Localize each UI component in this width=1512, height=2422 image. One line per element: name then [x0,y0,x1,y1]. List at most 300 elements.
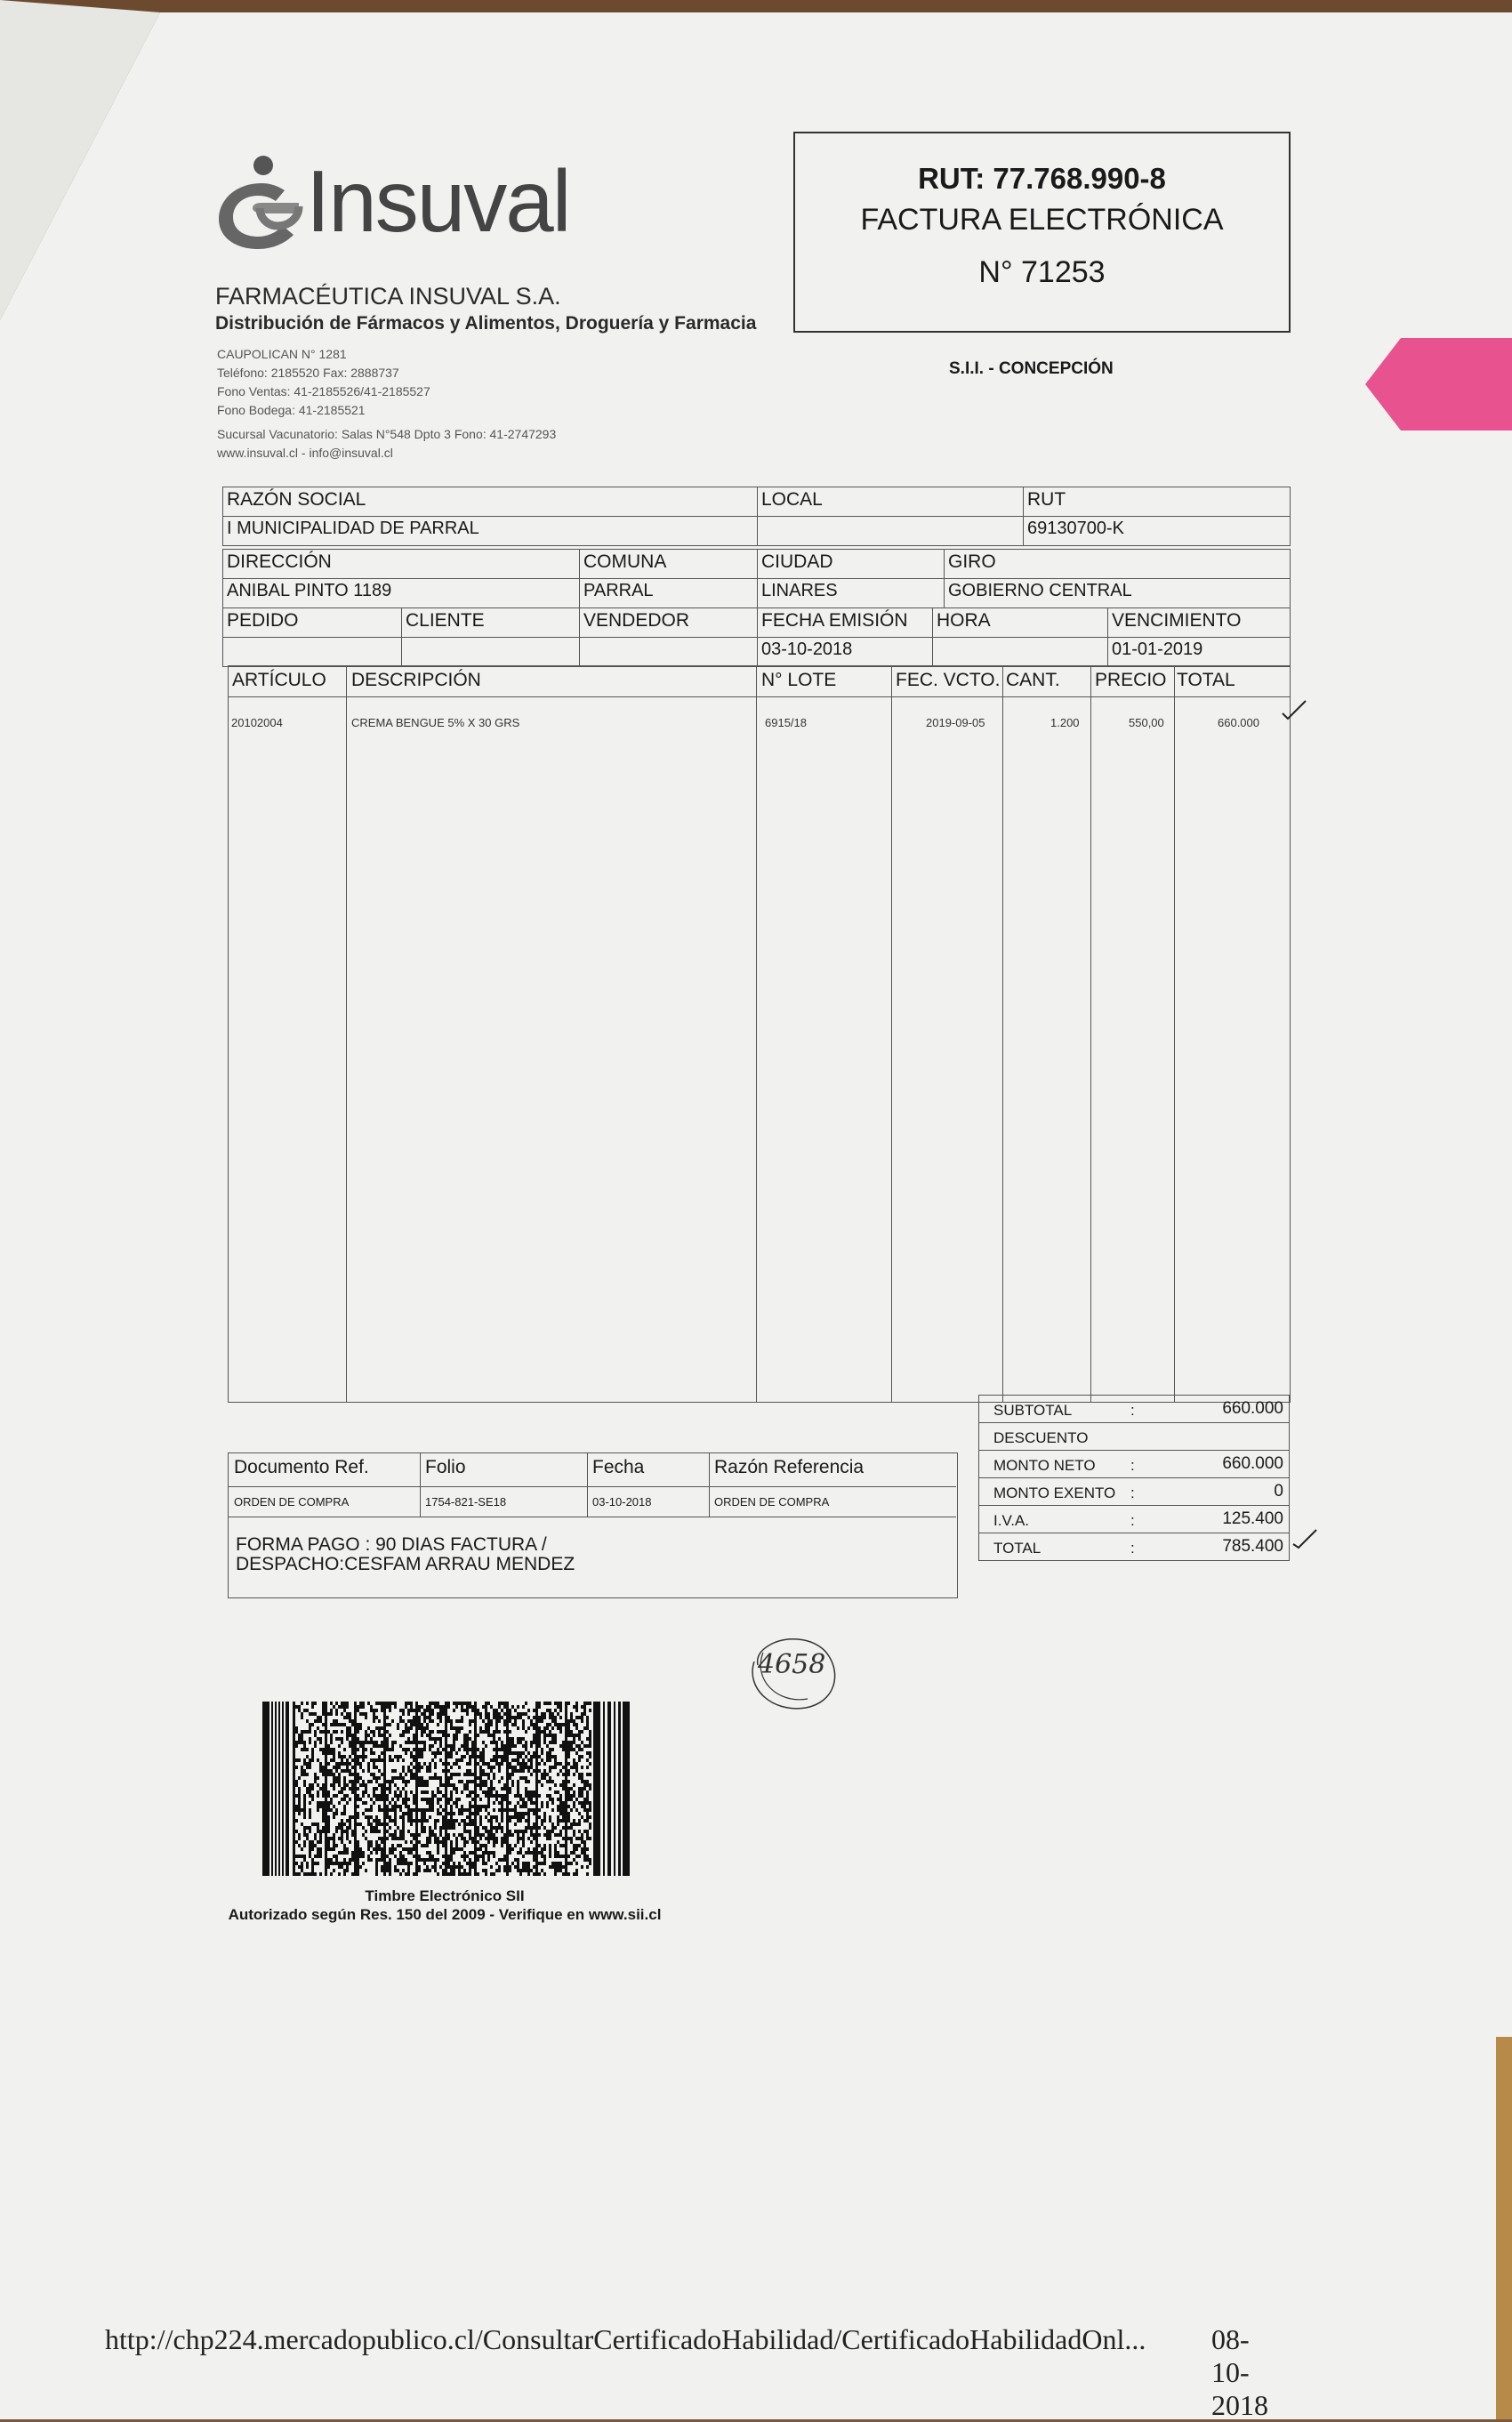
barcode-module [303,1830,306,1833]
value-giro: GOBIERNO CENTRAL [944,578,1291,608]
barcode-module [541,1719,543,1723]
barcode-module [549,1730,551,1734]
barcode-module [450,1858,453,1862]
barcode-module [522,1766,525,1769]
barcode-module [549,1847,551,1851]
barcode-module [453,1741,455,1744]
barcode-module [551,1748,554,1751]
barcode-module [407,1766,410,1769]
barcode-module [349,1769,351,1773]
barcode-module [375,1709,378,1712]
barcode-module [477,1776,479,1780]
ref-folio: 1754-821-SE18 [420,1486,588,1517]
barcode-module [378,1805,381,1808]
barcode-module [362,1748,365,1751]
barcode-module [389,1755,391,1758]
barcode-module [351,1780,354,1783]
barcode-module [463,1808,466,1812]
barcode-module [426,1858,429,1862]
column-divider [1090,666,1091,1402]
barcode-module [367,1847,370,1851]
barcode-module [298,1801,301,1805]
barcode-module [426,1801,429,1805]
barcode-module [541,1758,543,1762]
label-vencimiento: VENCIMIENTO [1107,608,1291,638]
barcode-module [559,1833,562,1837]
barcode-module [359,1762,362,1766]
barcode-module [341,1823,343,1826]
barcode-module [562,1872,565,1876]
barcode-module [413,1723,415,1726]
barcode-module [365,1712,367,1716]
barcode-module [477,1734,479,1737]
barcode-module [429,1744,431,1748]
barcode-module [341,1762,343,1766]
barcode-module [485,1744,487,1748]
barcode-module [319,1769,322,1773]
barcode-module [434,1840,437,1844]
barcode-module [581,1755,583,1758]
barcode-module [431,1719,434,1723]
barcode-module [453,1826,455,1830]
barcode-module [303,1844,306,1847]
barcode-module [399,1776,402,1780]
barcode-module [391,1702,394,1705]
barcode-module [589,1751,591,1755]
barcode-module [557,1862,559,1865]
barcode-module [351,1751,354,1755]
barcode-module [346,1830,349,1833]
barcode-module [575,1716,578,1719]
barcode-module [402,1801,405,1805]
barcode-module [559,1844,562,1847]
barcode-module [397,1723,399,1726]
barcode-module [389,1787,391,1790]
barcode-module [301,1716,303,1719]
barcode-module [333,1847,335,1851]
barcode-module [471,1741,474,1744]
barcode-module [589,1737,591,1741]
barcode-module [314,1730,317,1734]
barcode-module [375,1823,378,1826]
barcode-module [389,1847,391,1851]
barcode-module [278,1702,280,1876]
barcode-module [487,1734,490,1737]
barcode-module [469,1719,471,1723]
barcode-module [554,1847,557,1851]
barcode-module [319,1787,322,1790]
barcode-module [394,1865,397,1869]
barcode-module [341,1712,343,1716]
barcode-module [362,1744,365,1748]
barcode-module [351,1787,354,1790]
barcode-module [570,1787,573,1790]
barcode-module [586,1790,589,1794]
barcode-module [298,1865,301,1869]
barcode-module [501,1858,503,1862]
barcode-module [517,1787,519,1790]
barcode-module [298,1808,301,1812]
barcode-module [349,1730,351,1734]
barcode-module [317,1794,319,1798]
barcode-module [450,1808,453,1812]
barcode-module [546,1726,549,1730]
barcode-module [375,1776,378,1780]
barcode-module [298,1794,301,1798]
barcode-module [503,1787,506,1790]
barcode-module [519,1830,522,1833]
barcode-module [301,1847,303,1851]
barcode-module [509,1819,511,1823]
value-vencimiento: 01-01-2019 [1107,637,1291,667]
barcode-module [346,1801,349,1805]
barcode-module [450,1872,453,1876]
barcode-module [573,1790,575,1794]
barcode-module [298,1705,301,1709]
barcode-module [517,1716,519,1719]
barcode-module [343,1787,346,1790]
barcode-module [386,1702,389,1705]
barcode-module [447,1734,450,1737]
barcode-module [413,1719,415,1723]
barcode-module [485,1826,487,1830]
barcode-module [509,1833,511,1837]
barcode-module [583,1783,586,1787]
barcode-module [455,1762,458,1766]
barcode-module [517,1840,519,1844]
barcode-module [469,1865,471,1869]
barcode-module [549,1716,551,1719]
barcode-module [490,1723,493,1726]
barcode-module [381,1851,383,1855]
barcode-module [311,1748,314,1751]
barcode-module [549,1851,551,1855]
barcode-module [437,1844,439,1847]
barcode-module [335,1830,338,1833]
barcode-module [501,1741,503,1744]
barcode-module [413,1737,415,1741]
barcode-module [567,1794,570,1798]
barcode-module [487,1730,490,1734]
barcode-module [439,1865,442,1869]
barcode-module [567,1872,570,1876]
barcode-module [295,1855,298,1858]
barcode-module [554,1833,557,1837]
barcode-module [501,1805,503,1808]
barcode-module [530,1826,533,1830]
barcode-module [357,1844,359,1847]
barcode-module [386,1780,389,1783]
barcode-module [375,1798,378,1801]
barcode-module [437,1723,439,1726]
barcode-module [423,1862,426,1865]
barcode-module [455,1847,458,1851]
barcode-module [317,1862,319,1865]
barcode-module [469,1862,471,1865]
barcode-module [583,1709,586,1712]
label-giro: GIRO [944,549,1291,579]
barcode-module [399,1844,402,1847]
barcode-module [554,1741,557,1744]
barcode-module [357,1815,359,1819]
barcode-module [349,1773,351,1776]
barcode-module [439,1716,442,1719]
barcode-module [487,1776,490,1780]
barcode-module [453,1862,455,1865]
barcode-module [397,1787,399,1790]
barcode-module [341,1790,343,1794]
barcode-module [463,1787,466,1790]
barcode-module [471,1773,474,1776]
barcode-module [533,1851,535,1855]
barcode-module [466,1762,469,1766]
barcode-module [495,1819,498,1823]
barcode-module [493,1755,495,1758]
barcode-module [578,1776,581,1780]
barcode-module [322,1815,325,1819]
barcode-module [450,1819,453,1823]
barcode-module [378,1730,381,1734]
barcode-module [370,1798,373,1801]
barcode-module [549,1844,551,1847]
barcode-module [421,1766,423,1769]
barcode-module [479,1837,482,1840]
company-address: CAUPOLICAN N° 1281 [217,347,347,361]
barcode-module [511,1780,514,1783]
barcode-module [410,1751,413,1755]
barcode-module [490,1819,493,1823]
barcode-module [333,1805,335,1808]
barcode-module [322,1787,325,1790]
barcode-module [447,1776,450,1780]
barcode-module [503,1705,506,1709]
barcode-module [338,1766,341,1769]
barcode-module [418,1741,421,1744]
barcode-module [586,1702,589,1705]
barcode-module [549,1865,551,1869]
barcode-module [503,1723,506,1726]
barcode-module [314,1734,317,1737]
barcode-module [567,1812,570,1815]
barcode-module [586,1758,589,1762]
barcode-module [479,1758,482,1762]
barcode-module [541,1805,543,1808]
barcode-module [317,1801,319,1805]
barcode-module [439,1790,442,1794]
barcode-module [479,1766,482,1769]
barcode-module [309,1844,311,1847]
barcode-module [458,1862,461,1865]
barcode-module [495,1830,498,1833]
barcode-module [562,1748,565,1751]
barcode-module [501,1808,503,1812]
barcode-module [421,1823,423,1826]
barcode-module [538,1737,541,1741]
barcode-module [562,1815,565,1819]
barcode-module [498,1769,501,1773]
barcode-module [482,1751,485,1755]
total-value: 660.000 [1222,1454,1283,1473]
barcode-module [442,1840,445,1844]
barcode-module [581,1730,583,1734]
barcode-module [509,1737,511,1741]
barcode-module [418,1751,421,1755]
barcode-module [426,1837,429,1840]
barcode-module [562,1773,565,1776]
barcode-module [402,1847,405,1851]
barcode-module [413,1734,415,1737]
barcode-module [565,1702,567,1876]
company-logo [213,151,570,252]
barcode-module [389,1872,391,1876]
barcode-module [343,1812,346,1815]
barcode-module [519,1766,522,1769]
barcode-module [575,1808,578,1812]
barcode-module [335,1776,338,1780]
barcode-module [335,1737,338,1741]
barcode-module [519,1762,522,1766]
barcode-module [567,1815,570,1819]
barcode-module [487,1833,490,1837]
barcode-module [511,1847,514,1851]
barcode-module [530,1741,533,1744]
barcode-module [375,1780,378,1783]
barcode-module [373,1801,375,1805]
barcode-module [319,1737,322,1741]
barcode-module [381,1855,383,1858]
barcode-module [410,1723,413,1726]
barcode-module [381,1758,383,1762]
barcode-module [365,1808,367,1812]
barcode-module [407,1819,410,1823]
barcode-module [349,1755,351,1758]
barcode-module [314,1773,317,1776]
barcode-module [351,1773,354,1776]
barcode-module [349,1719,351,1723]
barcode-module [509,1766,511,1769]
barcode-module [538,1744,541,1748]
barcode-module [309,1723,311,1726]
barcode-module [447,1783,450,1787]
barcode-module [546,1833,549,1837]
barcode-module [333,1862,335,1865]
barcode-module [570,1840,573,1844]
barcode-module [303,1833,306,1837]
barcode-module [581,1741,583,1744]
barcode-module [469,1808,471,1812]
barcode-module [322,1805,325,1808]
barcode-module [487,1790,490,1794]
barcode-module [311,1865,314,1869]
barcode-module [303,1744,306,1748]
barcode-module [418,1719,421,1723]
barcode-module [522,1865,525,1869]
total-separator: : [1130,1457,1135,1474]
barcode-module [327,1805,330,1808]
barcode-module [551,1766,554,1769]
barcode-module [426,1705,429,1709]
barcode-module [405,1862,407,1865]
barcode-module [607,1702,611,1876]
barcode-module [495,1751,498,1755]
barcode-module [517,1851,519,1855]
barcode-module [581,1815,583,1819]
barcode-module [426,1766,429,1769]
barcode-module [578,1823,581,1826]
barcode-module [517,1858,519,1862]
barcode-module [330,1737,333,1741]
barcode-module [549,1751,551,1755]
total-label: I.V.A. [993,1512,1030,1529]
barcode-module [309,1794,311,1798]
barcode-module [303,1826,306,1830]
barcode-module [589,1709,591,1712]
barcode-module [578,1758,581,1762]
barcode-module [527,1815,530,1819]
barcode-module [551,1798,554,1801]
barcode-module [327,1808,330,1812]
barcode-module [538,1762,541,1766]
barcode-module [389,1819,391,1823]
barcode-module [442,1815,445,1819]
barcode-module [511,1815,514,1819]
barcode-module [487,1830,490,1833]
barcode-module [549,1766,551,1769]
barcode-module [319,1801,322,1805]
barcode-module [405,1801,407,1805]
barcode-module [517,1780,519,1783]
barcode-module [317,1823,319,1826]
barcode-module [421,1734,423,1737]
barcode-module [418,1858,421,1862]
barcode-module [503,1855,506,1858]
label-comuna: COMUNA [579,549,758,579]
barcode-module [327,1801,330,1805]
barcode-module [570,1716,573,1719]
barcode-module [413,1847,415,1851]
barcode-module [301,1741,303,1744]
barcode-module [421,1780,423,1783]
barcode-module [490,1780,493,1783]
barcode-module [461,1758,463,1762]
handwritten-check-mark [1291,1528,1318,1549]
barcode-module [517,1737,519,1741]
barcode-module [578,1837,581,1840]
barcode-module [527,1808,530,1812]
barcode-module [309,1826,311,1830]
barcode-module [482,1826,485,1830]
barcode-module [509,1844,511,1847]
barcode-module [538,1741,541,1744]
barcode-module [381,1783,383,1787]
barcode-module [514,1815,517,1819]
barcode-module [330,1858,333,1862]
barcode-module [357,1737,359,1741]
barcode-module [386,1837,389,1840]
barcode-module [423,1815,426,1819]
barcode-module [463,1869,466,1872]
barcode-module [319,1762,322,1766]
barcode-module [370,1780,373,1783]
barcode-module [525,1730,527,1734]
barcode-module [485,1723,487,1726]
barcode-module [554,1719,557,1723]
barcode-module [522,1737,525,1741]
barcode-module [514,1719,517,1723]
barcode-module [530,1762,533,1766]
barcode-module [386,1716,389,1719]
barcode-module [357,1726,359,1730]
